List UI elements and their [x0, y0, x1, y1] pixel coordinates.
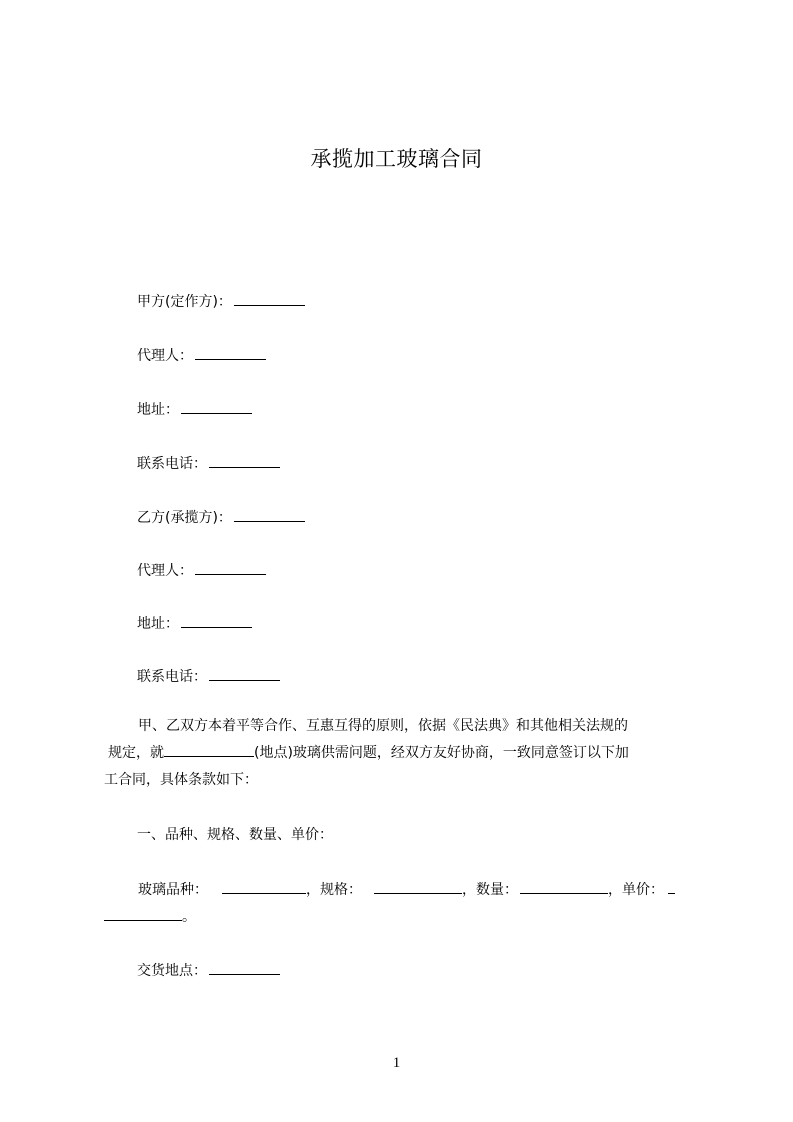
party-a-phone-blank — [209, 453, 280, 468]
quantity-blank — [520, 879, 608, 894]
party-b-phone-blank — [209, 666, 280, 681]
party-b-line — [137, 507, 305, 528]
party-b-blank — [234, 507, 305, 522]
variety-blank — [222, 879, 306, 894]
document-title: 承揽加工玻璃合同 — [310, 147, 483, 171]
party-a-address-label: 地址： — [137, 402, 179, 418]
party-a-phone-line — [137, 453, 280, 474]
party-a-address-blank — [181, 399, 252, 414]
section-1-spec-line — [138, 879, 675, 900]
delivery-blank — [209, 960, 280, 975]
party-a-blank — [234, 291, 305, 306]
party-b-address-label: 地址： — [137, 616, 179, 632]
price-label: ，单价： — [608, 882, 664, 898]
party-a-phone-label: 联系电话： — [137, 456, 207, 472]
variety-label: 玻璃品种： — [138, 882, 208, 898]
intro-line-3: 工合同，具体条款如下： — [104, 772, 258, 788]
spec-end-mark: 。 — [182, 909, 196, 925]
intro-line-2 — [104, 740, 699, 767]
intro-paragraph — [104, 713, 699, 794]
party-a-agent-label: 代理人： — [137, 348, 193, 364]
delivery-label: 交货地点： — [137, 963, 207, 979]
location-blank — [164, 742, 254, 757]
intro-line-2-start: 规定，就 — [108, 745, 164, 761]
party-b-label: 乙方(承揽方)： — [137, 510, 232, 526]
section-1-heading: 一、品种、规格、数量、单价： — [137, 827, 333, 843]
party-a-agent-line — [137, 345, 266, 366]
party-a-agent-blank — [195, 345, 266, 360]
party-a-label: 甲方(定作方)： — [137, 294, 232, 310]
party-b-agent-blank — [195, 560, 266, 575]
party-a-address-line — [137, 399, 252, 420]
page-number: 1 — [392, 1055, 401, 1071]
price-blank-end — [104, 906, 182, 921]
party-b-agent-line — [137, 560, 266, 581]
intro-line-1: 甲、乙双方本着平等合作、互惠互得的原则，依据《民法典》和其他相关法规的 — [138, 718, 628, 734]
section-1-spec-line-2 — [104, 906, 196, 927]
party-b-address-blank — [181, 613, 252, 628]
delivery-line — [137, 960, 280, 981]
party-b-address-line — [137, 613, 252, 634]
party-b-agent-label: 代理人： — [137, 563, 193, 579]
party-b-phone-label: 联系电话： — [137, 669, 207, 685]
party-a-line — [137, 291, 305, 312]
spec-label: ，规格： — [306, 882, 362, 898]
price-blank-start — [668, 879, 675, 894]
spec-blank — [374, 879, 462, 894]
party-b-phone-line — [137, 666, 280, 687]
quantity-label: ，数量： — [462, 882, 518, 898]
intro-line-2-end: (地点)玻璃供需问题，经双方友好协商，一致同意签订以下加 — [254, 745, 629, 761]
